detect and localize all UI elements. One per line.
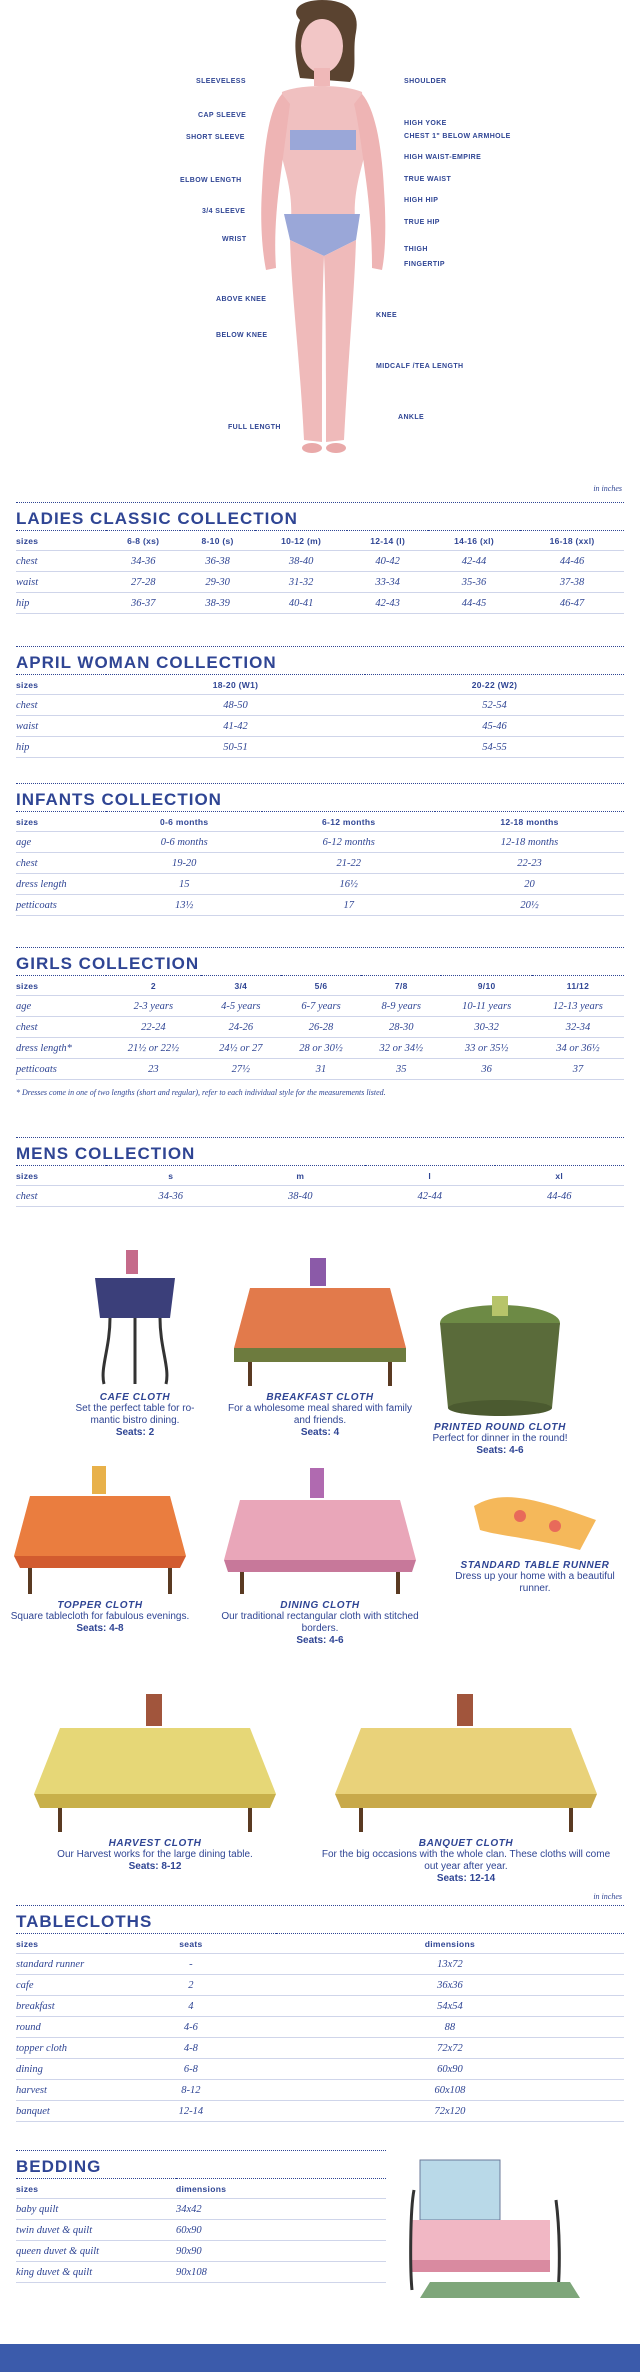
table-cell: 36-38 bbox=[180, 551, 254, 572]
label-wrist: WRIST bbox=[222, 236, 247, 243]
table-cell: 38-40 bbox=[255, 551, 348, 572]
section-title: BEDDING bbox=[16, 2150, 386, 2178]
table-cell: 41-42 bbox=[106, 716, 365, 737]
header-cell: 14-16 (xl) bbox=[428, 531, 520, 551]
tablecloths-section bbox=[16, 1905, 624, 2122]
cloth-seats: Seats: 4-6 bbox=[476, 1445, 524, 1456]
label-below-knee: BELOW KNEE bbox=[216, 332, 268, 339]
header-cell: 20-22 (W2) bbox=[365, 675, 624, 695]
table-cell: 8-12 bbox=[106, 2080, 276, 2101]
table-cell: 31-32 bbox=[255, 572, 348, 593]
cloth-description: Square tablecloth for fabulous evenings. bbox=[10, 1611, 190, 1622]
table-row bbox=[16, 853, 624, 874]
header-cell: sizes bbox=[16, 812, 106, 832]
table-cell: 40-41 bbox=[255, 593, 348, 614]
table-cell: 0-6 months bbox=[106, 832, 262, 853]
cafe-table-icon bbox=[90, 1238, 180, 1388]
cloth-card-harvest bbox=[30, 1684, 280, 1872]
table-cell: 27-28 bbox=[106, 572, 180, 593]
header-cell: 12-14 (l) bbox=[347, 531, 428, 551]
label-midcalf: MIDCALF /TEA LENGTH bbox=[376, 363, 464, 370]
cloth-card-breakfast bbox=[225, 1238, 415, 1438]
cloth-card-banquet bbox=[316, 1684, 616, 1884]
table-cell: 72x120 bbox=[276, 2101, 624, 2122]
cloth-card-cafe bbox=[70, 1238, 200, 1438]
units-note: in inches bbox=[593, 484, 622, 493]
header-cell: l bbox=[365, 1166, 495, 1186]
table-row bbox=[16, 1975, 624, 1996]
label-high-yoke: HIGH YOKE bbox=[404, 120, 447, 127]
header-cell: 5/6 bbox=[281, 976, 361, 996]
infants-section bbox=[16, 783, 624, 916]
woman-figure-illustration bbox=[0, 0, 640, 470]
table-cell: 17 bbox=[262, 895, 435, 916]
table-cell: 23 bbox=[106, 1059, 201, 1080]
table-cell: 24-26 bbox=[201, 1017, 281, 1038]
table-cell: 38-40 bbox=[236, 1186, 366, 1207]
table-cell: 44-46 bbox=[495, 1186, 625, 1207]
infants-size-table bbox=[16, 811, 624, 916]
table-row bbox=[16, 1017, 624, 1038]
label-above-knee: ABOVE KNEE bbox=[216, 296, 267, 303]
row-label: baby quilt bbox=[16, 2199, 176, 2220]
cloth-name: CAFE CLOTH bbox=[99, 1392, 171, 1403]
table-cell: 52-54 bbox=[365, 695, 624, 716]
table-cell: 60x90 bbox=[276, 2059, 624, 2080]
table-runner-icon bbox=[470, 1486, 600, 1556]
table-cell: 21-22 bbox=[262, 853, 435, 874]
cloth-card-round bbox=[420, 1288, 580, 1456]
mens-size-table bbox=[16, 1165, 624, 1207]
header-cell: sizes bbox=[16, 675, 106, 695]
table-header-row bbox=[16, 531, 624, 551]
table-row bbox=[16, 1954, 624, 1975]
row-label: hip bbox=[16, 737, 106, 758]
header-cell: 6-12 months bbox=[262, 812, 435, 832]
label-ankle: ANKLE bbox=[398, 414, 425, 421]
topper-table-icon bbox=[10, 1456, 190, 1596]
table-cell: 37 bbox=[532, 1059, 624, 1080]
table-cell: 12-18 months bbox=[435, 832, 624, 853]
ladies-section bbox=[16, 502, 624, 614]
cloth-name: HARVEST CLOTH bbox=[108, 1838, 202, 1849]
table-row bbox=[16, 2059, 624, 2080]
header-cell: 2 bbox=[106, 976, 201, 996]
tablecloth-gallery bbox=[0, 1228, 640, 1888]
table-cell: 36x36 bbox=[276, 1975, 624, 1996]
header-cell: 0-6 months bbox=[106, 812, 262, 832]
label-full-length: FULL LENGTH bbox=[228, 424, 281, 431]
table-cell: 6-7 years bbox=[281, 996, 361, 1017]
table-cell: 32-34 bbox=[532, 1017, 624, 1038]
bedroom-illustration bbox=[400, 2150, 590, 2300]
cloth-seats: Seats: 12-14 bbox=[436, 1873, 496, 1884]
table-row bbox=[16, 593, 624, 614]
table-cell: 4-6 bbox=[106, 2017, 276, 2038]
table-cell: 36-37 bbox=[106, 593, 180, 614]
table-cell: 4-5 years bbox=[201, 996, 281, 1017]
ladies-size-table bbox=[16, 530, 624, 614]
cloth-description: Our traditional rectangular cloth with stitched borders. bbox=[221, 1611, 419, 1634]
table-cell: 50-51 bbox=[106, 737, 365, 758]
table-cell: 28-30 bbox=[361, 1017, 441, 1038]
label-short-sleeve: SHORT SLEEVE bbox=[186, 134, 245, 141]
header-cell: 11/12 bbox=[532, 976, 624, 996]
table-cell: 28 or 30½ bbox=[281, 1038, 361, 1059]
footer-bar bbox=[0, 2344, 640, 2372]
table-cell: 34x42 bbox=[176, 2199, 386, 2220]
cloth-name: PRINTED ROUND CLOTH bbox=[434, 1422, 566, 1433]
row-label: cafe bbox=[16, 1975, 106, 1996]
label-high-waist: HIGH WAIST-EMPIRE bbox=[404, 154, 482, 161]
header-cell: m bbox=[236, 1166, 366, 1186]
header-cell: sizes bbox=[16, 531, 106, 551]
table-cell: 15 bbox=[106, 874, 262, 895]
table-cell: 72x72 bbox=[276, 2038, 624, 2059]
table-row bbox=[16, 2017, 624, 2038]
table-cell: 42-44 bbox=[428, 551, 520, 572]
label-elbow-length: ELBOW LENGTH bbox=[180, 177, 242, 184]
row-label: queen duvet & quilt bbox=[16, 2241, 176, 2262]
table-cell: 35 bbox=[361, 1059, 441, 1080]
label-high-hip: HIGH HIP bbox=[404, 197, 439, 204]
label-chest: CHEST 1" BELOW ARMHOLE bbox=[404, 133, 511, 140]
cloth-description: Dress up your home with a beautiful runner. bbox=[455, 1571, 615, 1594]
table-cell: 10-11 years bbox=[441, 996, 532, 1017]
table-cell: 20 bbox=[435, 874, 624, 895]
mens-section bbox=[16, 1137, 624, 1207]
row-label: waist bbox=[16, 716, 106, 737]
table-row bbox=[16, 996, 624, 1017]
cloth-description: For the big occasions with the whole clan. These cloths will come out year after year. bbox=[321, 1849, 611, 1872]
header-cell: 10-12 (m) bbox=[255, 531, 348, 551]
label-knee: KNEE bbox=[376, 312, 398, 319]
table-cell: 46-47 bbox=[520, 593, 624, 614]
table-cell: 29-30 bbox=[180, 572, 254, 593]
harvest-table-icon bbox=[30, 1684, 280, 1834]
section-title: LADIES CLASSIC COLLECTION bbox=[16, 502, 624, 530]
row-label: age bbox=[16, 832, 106, 853]
section-title: INFANTS COLLECTION bbox=[16, 783, 624, 811]
table-cell: 8-9 years bbox=[361, 996, 441, 1017]
table-row bbox=[16, 695, 624, 716]
table-row bbox=[16, 1996, 624, 2017]
table-row bbox=[16, 2038, 624, 2059]
row-label: standard runner bbox=[16, 1954, 106, 1975]
table-header-row bbox=[16, 2179, 386, 2199]
table-header-row bbox=[16, 976, 624, 996]
table-cell: 88 bbox=[276, 2017, 624, 2038]
section-title: TABLECLOTHS bbox=[16, 1905, 624, 1933]
table-cell: 13x72 bbox=[276, 1954, 624, 1975]
table-row bbox=[16, 2080, 624, 2101]
row-label: waist bbox=[16, 572, 106, 593]
header-cell: sizes bbox=[16, 1934, 106, 1954]
section-title: APRIL WOMAN COLLECTION bbox=[16, 646, 624, 674]
header-cell: 8-10 (s) bbox=[180, 531, 254, 551]
table-row bbox=[16, 895, 624, 916]
table-cell: 90x90 bbox=[176, 2241, 386, 2262]
table-cell: 22-23 bbox=[435, 853, 624, 874]
girls-footnote: * Dresses come in one of two lengths (short and regular), refer to each individual style for the measurements listed. bbox=[16, 1088, 386, 1097]
table-cell: 38-39 bbox=[180, 593, 254, 614]
section-title: MENS COLLECTION bbox=[16, 1137, 624, 1165]
banquet-table-icon bbox=[331, 1684, 601, 1834]
table-cell: 40-42 bbox=[347, 551, 428, 572]
table-cell: 60x108 bbox=[276, 2080, 624, 2101]
table-row bbox=[16, 2199, 386, 2220]
row-label: chest bbox=[16, 1017, 106, 1038]
cloth-seats: Seats: 4 bbox=[300, 1427, 340, 1438]
header-cell: dimensions bbox=[176, 2179, 386, 2199]
header-cell: 6-8 (xs) bbox=[106, 531, 180, 551]
table-cell: 44-45 bbox=[428, 593, 520, 614]
header-cell: dimensions bbox=[276, 1934, 624, 1954]
label-three-quarter-sleeve: 3/4 SLEEVE bbox=[202, 208, 246, 215]
table-cell: 6-8 bbox=[106, 2059, 276, 2080]
label-thigh: THIGH bbox=[404, 246, 428, 253]
label-sleeveless: SLEEVELESS bbox=[196, 78, 246, 85]
row-label: round bbox=[16, 2017, 106, 2038]
table-cell: 12-13 years bbox=[532, 996, 624, 1017]
cloth-seats: Seats: 8-12 bbox=[128, 1861, 182, 1872]
table-header-row bbox=[16, 812, 624, 832]
table-cell: 20½ bbox=[435, 895, 624, 916]
cloth-name: STANDARD TABLE RUNNER bbox=[460, 1560, 610, 1571]
table-cell: 26-28 bbox=[281, 1017, 361, 1038]
round-table-icon bbox=[430, 1288, 570, 1418]
cloth-card-runner bbox=[445, 1486, 625, 1595]
bedding-section bbox=[16, 2150, 386, 2283]
breakfast-table-icon bbox=[230, 1238, 410, 1388]
table-cell: 34-36 bbox=[106, 551, 180, 572]
row-label: chest bbox=[16, 1186, 106, 1207]
table-cell: 4-8 bbox=[106, 2038, 276, 2059]
table-cell: 2 bbox=[106, 1975, 276, 1996]
table-cell: 33 or 35½ bbox=[441, 1038, 532, 1059]
bedding-table bbox=[16, 2178, 386, 2283]
april-section bbox=[16, 646, 624, 758]
header-cell: s bbox=[106, 1166, 236, 1186]
cloth-description: For a wholesome meal shared with family and friends. bbox=[228, 1403, 412, 1426]
row-label: banquet bbox=[16, 2101, 106, 2122]
row-label: hip bbox=[16, 593, 106, 614]
table-row bbox=[16, 2241, 386, 2262]
table-row bbox=[16, 572, 624, 593]
cloth-description: Set the perfect table for ro-mantic bistro dining. bbox=[75, 1403, 195, 1426]
table-cell: 24½ or 27 bbox=[201, 1038, 281, 1059]
table-cell: 34-36 bbox=[106, 1186, 236, 1207]
table-cell: 32 or 34½ bbox=[361, 1038, 441, 1059]
header-cell: seats bbox=[106, 1934, 276, 1954]
table-cell: 4 bbox=[106, 1996, 276, 2017]
table-cell: 13½ bbox=[106, 895, 262, 916]
units-note-2: in inches bbox=[593, 1892, 622, 1901]
label-shoulder: SHOULDER bbox=[404, 78, 447, 85]
table-cell: 42-43 bbox=[347, 593, 428, 614]
table-row bbox=[16, 2220, 386, 2241]
label-fingertip: FINGERTIP bbox=[404, 261, 445, 268]
table-row bbox=[16, 2262, 386, 2283]
table-row bbox=[16, 1059, 624, 1080]
table-cell: 21½ or 22½ bbox=[106, 1038, 201, 1059]
row-label: petticoats bbox=[16, 895, 106, 916]
table-row bbox=[16, 2101, 624, 2122]
row-label: chest bbox=[16, 551, 106, 572]
table-row bbox=[16, 832, 624, 853]
table-cell: 42-44 bbox=[365, 1186, 495, 1207]
table-row bbox=[16, 1038, 624, 1059]
cloth-seats: Seats: 4-8 bbox=[76, 1623, 124, 1634]
table-cell: 22-24 bbox=[106, 1017, 201, 1038]
cloth-name: BREAKFAST CLOTH bbox=[266, 1392, 374, 1403]
row-label: dress length* bbox=[16, 1038, 106, 1059]
table-header-row bbox=[16, 1934, 624, 1954]
tablecloths-table bbox=[16, 1933, 624, 2122]
table-header-row bbox=[16, 1166, 624, 1186]
header-cell: 18-20 (W1) bbox=[106, 675, 365, 695]
table-row bbox=[16, 551, 624, 572]
table-cell: 6-12 months bbox=[262, 832, 435, 853]
header-cell: 16-18 (xxl) bbox=[520, 531, 624, 551]
row-label: chest bbox=[16, 695, 106, 716]
cloth-description: Our Harvest works for the large dining table. bbox=[57, 1849, 253, 1860]
row-label: petticoats bbox=[16, 1059, 106, 1080]
row-label: dining bbox=[16, 2059, 106, 2080]
table-cell: 19-20 bbox=[106, 853, 262, 874]
label-true-waist: TRUE WAIST bbox=[404, 176, 452, 183]
table-cell: 48-50 bbox=[106, 695, 365, 716]
row-label: harvest bbox=[16, 2080, 106, 2101]
table-cell: 27½ bbox=[201, 1059, 281, 1080]
table-cell: 45-46 bbox=[365, 716, 624, 737]
girls-section bbox=[16, 947, 624, 1097]
cloth-seats: Seats: 2 bbox=[115, 1427, 155, 1438]
row-label: age bbox=[16, 996, 106, 1017]
table-cell: 12-14 bbox=[106, 2101, 276, 2122]
row-label: breakfast bbox=[16, 1996, 106, 2017]
table-cell: 36 bbox=[441, 1059, 532, 1080]
cloth-description: Perfect for dinner in the round! bbox=[432, 1433, 568, 1444]
row-label: king duvet & quilt bbox=[16, 2262, 176, 2283]
label-cap-sleeve: CAP SLEEVE bbox=[198, 112, 247, 119]
row-label: twin duvet & quilt bbox=[16, 2220, 176, 2241]
table-cell: 60x90 bbox=[176, 2220, 386, 2241]
table-row bbox=[16, 716, 624, 737]
table-cell: 54x54 bbox=[276, 1996, 624, 2017]
table-cell: 54-55 bbox=[365, 737, 624, 758]
row-label: topper cloth bbox=[16, 2038, 106, 2059]
cloth-card-dining bbox=[215, 1456, 425, 1646]
header-cell: sizes bbox=[16, 2179, 176, 2199]
table-row bbox=[16, 737, 624, 758]
header-cell: 9/10 bbox=[441, 976, 532, 996]
table-row bbox=[16, 874, 624, 895]
table-cell: 33-34 bbox=[347, 572, 428, 593]
april-size-table bbox=[16, 674, 624, 758]
cloth-card-topper bbox=[10, 1456, 190, 1634]
section-title: GIRLS COLLECTION bbox=[16, 947, 624, 975]
table-header-row bbox=[16, 675, 624, 695]
cloth-name: DINING CLOTH bbox=[280, 1600, 360, 1611]
measurement-figure bbox=[0, 0, 640, 493]
row-label: dress length bbox=[16, 874, 106, 895]
table-cell: 90x108 bbox=[176, 2262, 386, 2283]
cloth-name: TOPPER CLOTH bbox=[57, 1600, 143, 1611]
table-cell: - bbox=[106, 1954, 276, 1975]
header-cell: sizes bbox=[16, 976, 106, 996]
header-cell: 7/8 bbox=[361, 976, 441, 996]
table-cell: 31 bbox=[281, 1059, 361, 1080]
table-cell: 44-46 bbox=[520, 551, 624, 572]
table-cell: 30-32 bbox=[441, 1017, 532, 1038]
table-cell: 2-3 years bbox=[106, 996, 201, 1017]
header-cell: xl bbox=[495, 1166, 625, 1186]
header-cell: 12-18 months bbox=[435, 812, 624, 832]
cloth-seats: Seats: 4-6 bbox=[296, 1635, 344, 1646]
dining-table-icon bbox=[220, 1456, 420, 1596]
girls-size-table bbox=[16, 975, 624, 1080]
header-cell: sizes bbox=[16, 1166, 106, 1186]
table-cell: 16½ bbox=[262, 874, 435, 895]
table-cell: 37-38 bbox=[520, 572, 624, 593]
cloth-name: BANQUET CLOTH bbox=[418, 1838, 514, 1849]
header-cell: 3/4 bbox=[201, 976, 281, 996]
table-row bbox=[16, 1186, 624, 1207]
table-cell: 34 or 36½ bbox=[532, 1038, 624, 1059]
label-true-hip: TRUE HIP bbox=[404, 219, 440, 226]
table-cell: 35-36 bbox=[428, 572, 520, 593]
row-label: chest bbox=[16, 853, 106, 874]
